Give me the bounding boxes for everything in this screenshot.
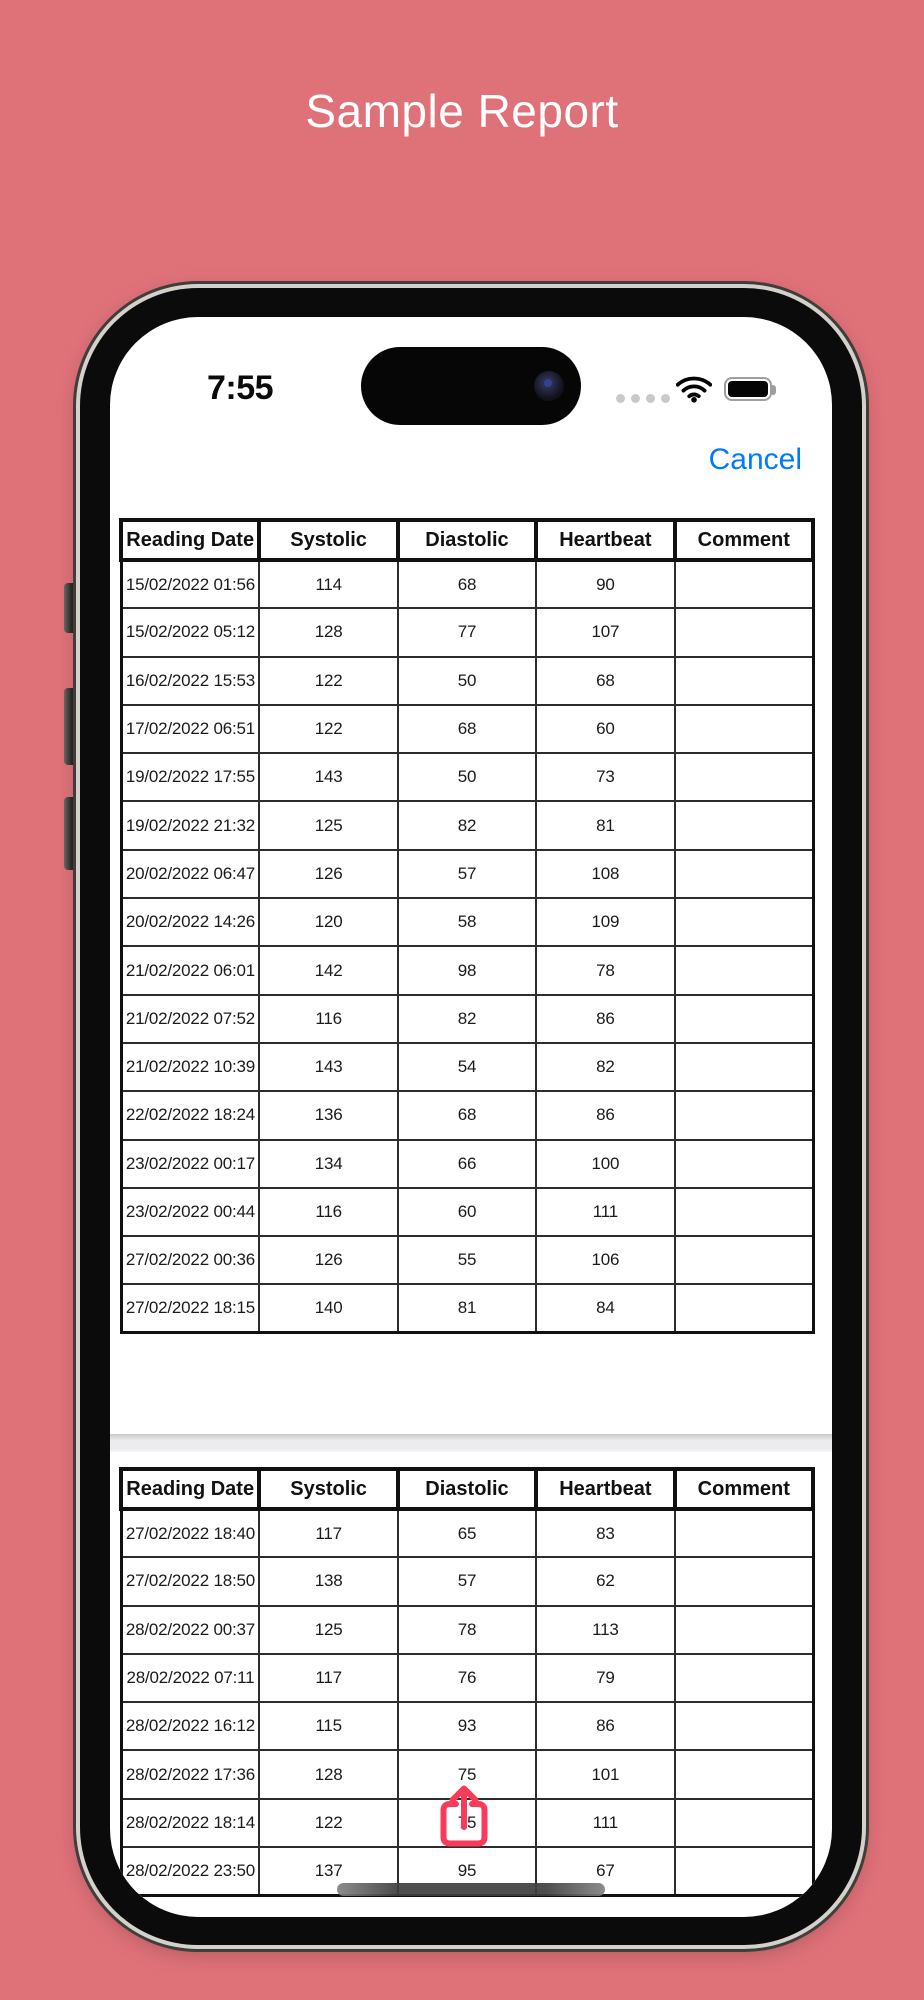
table-cell: 28/02/2022 00:37 [121, 1606, 259, 1654]
table-cell: 93 [398, 1702, 536, 1750]
table-cell [675, 1284, 813, 1332]
table-cell [675, 657, 813, 705]
column-header: Systolic [259, 1469, 397, 1509]
table-cell: 19/02/2022 21:32 [121, 801, 259, 849]
table-cell: 21/02/2022 07:52 [121, 995, 259, 1043]
table-row [121, 1043, 813, 1091]
page-title: Sample Report [305, 85, 619, 137]
table-row [121, 608, 813, 656]
table-cell [675, 1750, 813, 1798]
column-header: Comment [675, 520, 813, 560]
table-cell: 58 [398, 898, 536, 946]
table-cell: 83 [536, 1509, 674, 1557]
table-cell: 81 [398, 1284, 536, 1332]
table-cell [675, 898, 813, 946]
table-row [121, 1091, 813, 1139]
table-cell: 22/02/2022 18:24 [121, 1091, 259, 1139]
table-row [121, 1557, 813, 1605]
table-cell: 122 [259, 657, 397, 705]
table-cell: 23/02/2022 00:44 [121, 1188, 259, 1236]
table-cell: 122 [259, 705, 397, 753]
table-cell [675, 850, 813, 898]
table-cell: 86 [536, 1091, 674, 1139]
table-cell: 27/02/2022 00:36 [121, 1236, 259, 1284]
column-header: Systolic [259, 520, 397, 560]
table-cell: 60 [536, 705, 674, 753]
table-cell: 108 [536, 850, 674, 898]
table-cell: 107 [536, 608, 674, 656]
table-cell: 82 [536, 1043, 674, 1091]
table-row [121, 801, 813, 849]
table-cell [675, 1799, 813, 1847]
table-cell: 126 [259, 850, 397, 898]
table-cell: 16/02/2022 15:53 [121, 657, 259, 705]
table-cell: 77 [398, 608, 536, 656]
cancel-button[interactable]: Cancel [708, 443, 802, 476]
table-cell [675, 946, 813, 994]
pdf-report-preview[interactable] [110, 317, 832, 1917]
table-cell: 68 [536, 657, 674, 705]
column-header: Comment [675, 1469, 813, 1509]
table-cell: 122 [259, 1799, 397, 1847]
column-header: Reading Date [121, 1469, 259, 1509]
table-cell: 55 [398, 1236, 536, 1284]
table-cell: 15/02/2022 01:56 [121, 560, 259, 608]
table-row [121, 1236, 813, 1284]
table-cell: 60 [398, 1188, 536, 1236]
table-cell [675, 995, 813, 1043]
table-cell: 78 [398, 1606, 536, 1654]
table-cell: 117 [259, 1654, 397, 1702]
table-cell: 21/02/2022 10:39 [121, 1043, 259, 1091]
table-cell: 76 [398, 1654, 536, 1702]
table-cell: 17/02/2022 06:51 [121, 705, 259, 753]
table-cell: 125 [259, 801, 397, 849]
table-cell: 57 [398, 1557, 536, 1605]
table-cell: 125 [259, 1606, 397, 1654]
table-cell: 126 [259, 1236, 397, 1284]
table-cell [675, 1654, 813, 1702]
report-table-page-1 [119, 518, 815, 1334]
table-cell: 27/02/2022 18:50 [121, 1557, 259, 1605]
table-cell: 75 [398, 1799, 536, 1847]
table-header-row [121, 1469, 813, 1509]
table-cell: 114 [259, 560, 397, 608]
table-row [121, 1654, 813, 1702]
table-cell: 128 [259, 608, 397, 656]
table-cell [675, 1188, 813, 1236]
table-cell: 86 [536, 1702, 674, 1750]
table-row [121, 1702, 813, 1750]
table-row [121, 1140, 813, 1188]
table-cell [675, 1043, 813, 1091]
table-cell: 82 [398, 801, 536, 849]
table-cell: 120 [259, 898, 397, 946]
table-row [121, 850, 813, 898]
phone-volume-down-button [64, 797, 80, 870]
table-cell: 116 [259, 995, 397, 1043]
table-row [121, 1188, 813, 1236]
table-cell [675, 1847, 813, 1895]
table-row [121, 995, 813, 1043]
table-cell: 100 [536, 1140, 674, 1188]
table-cell: 28/02/2022 23:50 [121, 1847, 259, 1895]
table-cell: 111 [536, 1188, 674, 1236]
table-cell: 113 [536, 1606, 674, 1654]
table-cell: 27/02/2022 18:15 [121, 1284, 259, 1332]
table-cell: 57 [398, 850, 536, 898]
table-cell: 116 [259, 1188, 397, 1236]
table-cell: 134 [259, 1140, 397, 1188]
table-cell: 95 [398, 1847, 536, 1895]
status-bar-time: 7:55 [206, 369, 274, 407]
table-cell [675, 705, 813, 753]
table-cell: 28/02/2022 16:12 [121, 1702, 259, 1750]
table-row [121, 657, 813, 705]
page-break-divider [110, 1434, 832, 1452]
column-header: Reading Date [121, 520, 259, 560]
table-cell: 115 [259, 1702, 397, 1750]
table-row [121, 1606, 813, 1654]
table-cell: 21/02/2022 06:01 [121, 946, 259, 994]
share-icon[interactable] [435, 1779, 493, 1860]
table-cell: 62 [536, 1557, 674, 1605]
home-indicator[interactable] [337, 1883, 605, 1896]
table-cell [675, 801, 813, 849]
table-cell: 101 [536, 1750, 674, 1798]
table-cell: 75 [398, 1750, 536, 1798]
table-row [121, 705, 813, 753]
table-cell: 140 [259, 1284, 397, 1332]
table-cell [675, 608, 813, 656]
table-cell: 106 [536, 1236, 674, 1284]
column-header: Diastolic [398, 1469, 536, 1509]
table-row [121, 753, 813, 801]
table-cell: 20/02/2022 06:47 [121, 850, 259, 898]
table-cell: 65 [398, 1509, 536, 1557]
table-cell [675, 1509, 813, 1557]
table-cell: 142 [259, 946, 397, 994]
table-cell: 20/02/2022 14:26 [121, 898, 259, 946]
table-cell: 68 [398, 1091, 536, 1139]
table-row [121, 898, 813, 946]
table-cell: 66 [398, 1140, 536, 1188]
table-cell: 28/02/2022 07:11 [121, 1654, 259, 1702]
table-cell: 84 [536, 1284, 674, 1332]
table-cell: 68 [398, 705, 536, 753]
column-header: Diastolic [398, 520, 536, 560]
phone-action-button [64, 583, 80, 633]
table-cell: 81 [536, 801, 674, 849]
table-cell: 28/02/2022 18:14 [121, 1799, 259, 1847]
table-cell: 50 [398, 753, 536, 801]
table-cell [675, 1702, 813, 1750]
phone-frame [80, 288, 862, 1945]
table-row [121, 1284, 813, 1332]
table-row [121, 1509, 813, 1557]
table-cell [675, 753, 813, 801]
table-cell [675, 1606, 813, 1654]
table-cell: 27/02/2022 18:40 [121, 1509, 259, 1557]
column-header: Heartbeat [536, 520, 674, 560]
table-cell: 82 [398, 995, 536, 1043]
table-cell: 143 [259, 1043, 397, 1091]
table-cell: 15/02/2022 05:12 [121, 608, 259, 656]
table-row [121, 560, 813, 608]
table-cell: 98 [398, 946, 536, 994]
table-cell: 73 [536, 753, 674, 801]
table-cell: 90 [536, 560, 674, 608]
table-cell: 54 [398, 1043, 536, 1091]
table-cell [675, 1140, 813, 1188]
table-cell: 136 [259, 1091, 397, 1139]
table-cell [675, 1557, 813, 1605]
table-cell: 78 [536, 946, 674, 994]
table-cell: 86 [536, 995, 674, 1043]
table-cell [675, 1091, 813, 1139]
table-cell: 128 [259, 1750, 397, 1798]
table-cell: 19/02/2022 17:55 [121, 753, 259, 801]
table-cell [675, 1236, 813, 1284]
table-cell: 109 [536, 898, 674, 946]
phone-volume-up-button [64, 688, 80, 765]
table-cell: 50 [398, 657, 536, 705]
table-cell: 23/02/2022 00:17 [121, 1140, 259, 1188]
table-cell [675, 560, 813, 608]
table-cell: 67 [536, 1847, 674, 1895]
table-header-row [121, 520, 813, 560]
table-cell: 138 [259, 1557, 397, 1605]
phone-screen [110, 317, 832, 1917]
table-cell: 28/02/2022 17:36 [121, 1750, 259, 1798]
table-cell: 79 [536, 1654, 674, 1702]
table-cell: 137 [259, 1847, 397, 1895]
table-row [121, 946, 813, 994]
table-cell: 143 [259, 753, 397, 801]
table-cell: 111 [536, 1799, 674, 1847]
table-cell: 117 [259, 1509, 397, 1557]
table-cell: 68 [398, 560, 536, 608]
column-header: Heartbeat [536, 1469, 674, 1509]
